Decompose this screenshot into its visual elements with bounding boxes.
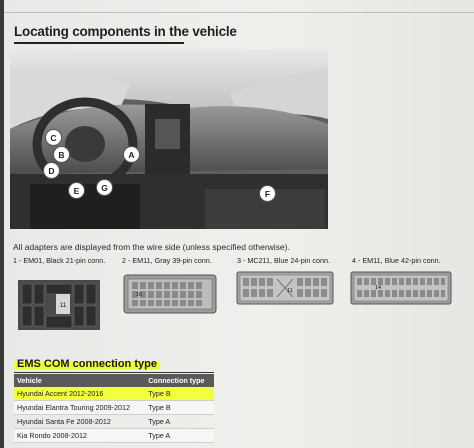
callout-b: B	[54, 147, 69, 162]
callout-c: C	[46, 130, 61, 145]
vehicle-interior-photo	[10, 49, 328, 229]
connector-1-label: 1 - EM01, Black 21-pin conn.	[13, 256, 106, 265]
type-cell: Type B	[145, 401, 214, 415]
vehicle-cell: Kia Rondo 2008-2012	[14, 429, 145, 443]
ems-title-rule	[14, 372, 214, 373]
table-header-row	[14, 374, 214, 387]
vehicle-cell: Hyundai Elantra Touring 2009-2012	[14, 401, 145, 415]
title-underline	[14, 42, 184, 44]
connector-1-pin-label: 11	[60, 303, 67, 309]
vehicle-cell: Hyundai Accent 2012-2016	[14, 387, 145, 401]
connector-2-diagram	[122, 273, 218, 315]
callout-g: G	[97, 180, 112, 195]
connector-4-diagram	[349, 270, 453, 306]
callout-a: A	[124, 147, 139, 162]
table-row	[14, 415, 214, 429]
connector-4-label: 4 - EM11, Blue 42-pin conn.	[352, 256, 441, 265]
table-row	[14, 401, 214, 415]
table-row	[14, 387, 214, 401]
ems-section-title: EMS COM connection type	[14, 358, 160, 370]
manual-page	[4, 0, 474, 448]
connector-4-pin-label: 14	[375, 285, 382, 291]
type-cell: Type A	[145, 429, 214, 443]
adapters-note: All adapters are displayed from the wire side (unless specified otherwise).	[13, 242, 290, 252]
connector-3-label: 3 - MC211, Blue 24-pin conn.	[237, 256, 330, 265]
connector-3-diagram	[235, 270, 335, 306]
callout-e: E	[69, 183, 84, 198]
type-cell: Type A	[145, 415, 214, 429]
top-rule	[4, 12, 474, 13]
col-header-connection-type: Connection type	[145, 374, 214, 387]
col-header-vehicle: Vehicle	[14, 374, 145, 387]
callout-f: F	[260, 186, 275, 201]
type-cell: Type B	[145, 387, 214, 401]
ems-connection-table	[14, 374, 214, 443]
page-title: Locating components in the vehicle	[14, 24, 237, 39]
connector-2-label: 2 - EM11, Gray 39-pin conn.	[122, 256, 212, 265]
callout-d: D	[44, 163, 59, 178]
vehicle-cell: Hyundai Santa Fe 2008-2012	[14, 415, 145, 429]
connector-1-diagram	[18, 276, 100, 332]
table-row	[14, 429, 214, 443]
connector-3-pin-label: 11	[287, 288, 293, 294]
connector-2-pin-label: 16	[136, 292, 143, 298]
